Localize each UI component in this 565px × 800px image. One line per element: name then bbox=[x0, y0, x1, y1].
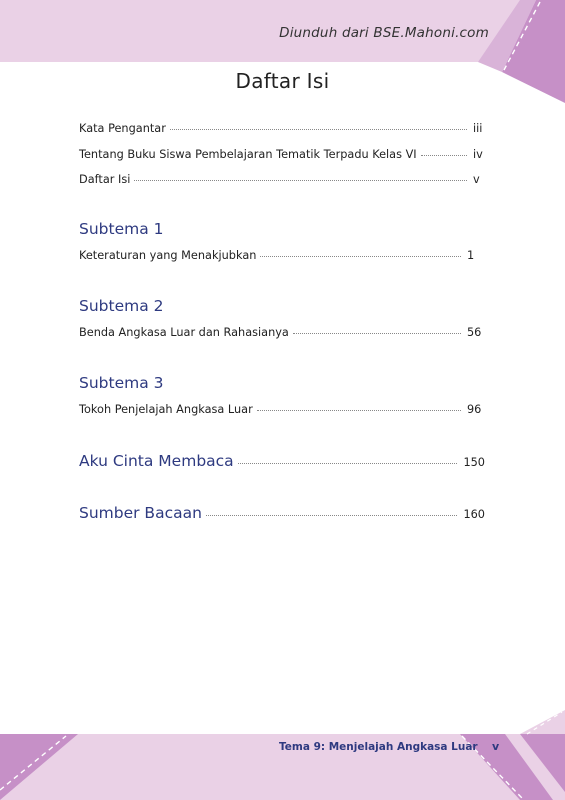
toc-entry-page: iii bbox=[473, 122, 483, 135]
subtema-1-heading: Subtema 1 bbox=[79, 220, 164, 238]
toc-entry-daftar-isi[interactable] bbox=[79, 173, 485, 186]
dot-leader bbox=[170, 129, 467, 130]
footer-decoration bbox=[0, 670, 565, 800]
toc-entry-aku-cinta-membaca[interactable] bbox=[79, 452, 485, 470]
toc-entry-page: 160 bbox=[463, 508, 485, 521]
dot-leader bbox=[421, 155, 467, 156]
toc-entry-sumber-bacaan[interactable] bbox=[79, 504, 485, 522]
toc-entry-label: Aku Cinta Membaca bbox=[79, 452, 234, 470]
toc-entry-label: Kata Pengantar bbox=[79, 122, 166, 135]
toc-entry-page: 96 bbox=[467, 403, 482, 416]
toc-entry-label: Benda Angkasa Luar dan Rahasianya bbox=[79, 326, 289, 339]
toc-entry-label: Tentang Buku Siswa Pembelajaran Tematik Terpadu Kelas VI bbox=[79, 148, 417, 161]
dot-leader bbox=[134, 180, 467, 181]
toc-entry-subtema-1[interactable] bbox=[79, 249, 485, 262]
subtema-3-heading: Subtema 3 bbox=[79, 374, 164, 392]
dot-leader bbox=[293, 333, 461, 334]
toc-entry-subtema-2[interactable] bbox=[79, 326, 485, 339]
toc-entry-tentang-buku[interactable] bbox=[79, 148, 485, 161]
toc-entry-page: 1 bbox=[467, 249, 475, 262]
footer-page-number: v bbox=[492, 740, 500, 753]
header-corner-decoration bbox=[0, 0, 565, 110]
toc-entry-page: v bbox=[473, 173, 480, 186]
toc-entry-subtema-3[interactable] bbox=[79, 403, 485, 416]
toc-entry-label: Tokoh Penjelajah Angkasa Luar bbox=[79, 403, 253, 416]
toc-entry-page: iv bbox=[473, 148, 483, 161]
toc-entry-label: Sumber Bacaan bbox=[79, 504, 202, 522]
dot-leader bbox=[260, 256, 461, 257]
toc-entry-kata-pengantar[interactable] bbox=[79, 122, 485, 135]
toc-entry-label: Keteraturan yang Menakjubkan bbox=[79, 249, 257, 262]
subtema-2-heading: Subtema 2 bbox=[79, 297, 164, 315]
dot-leader bbox=[206, 515, 458, 516]
dot-leader bbox=[257, 410, 461, 411]
toc-entry-page: 56 bbox=[467, 326, 482, 339]
toc-entry-label: Daftar Isi bbox=[79, 173, 131, 186]
download-watermark: Diunduh dari BSE.Mahoni.com bbox=[279, 25, 489, 41]
page-title: Daftar Isi bbox=[235, 69, 330, 93]
dot-leader bbox=[238, 463, 458, 464]
footer-theme-title: Tema 9: Menjelajah Angkasa Luar bbox=[279, 741, 478, 753]
toc-entry-page: 150 bbox=[463, 456, 485, 469]
